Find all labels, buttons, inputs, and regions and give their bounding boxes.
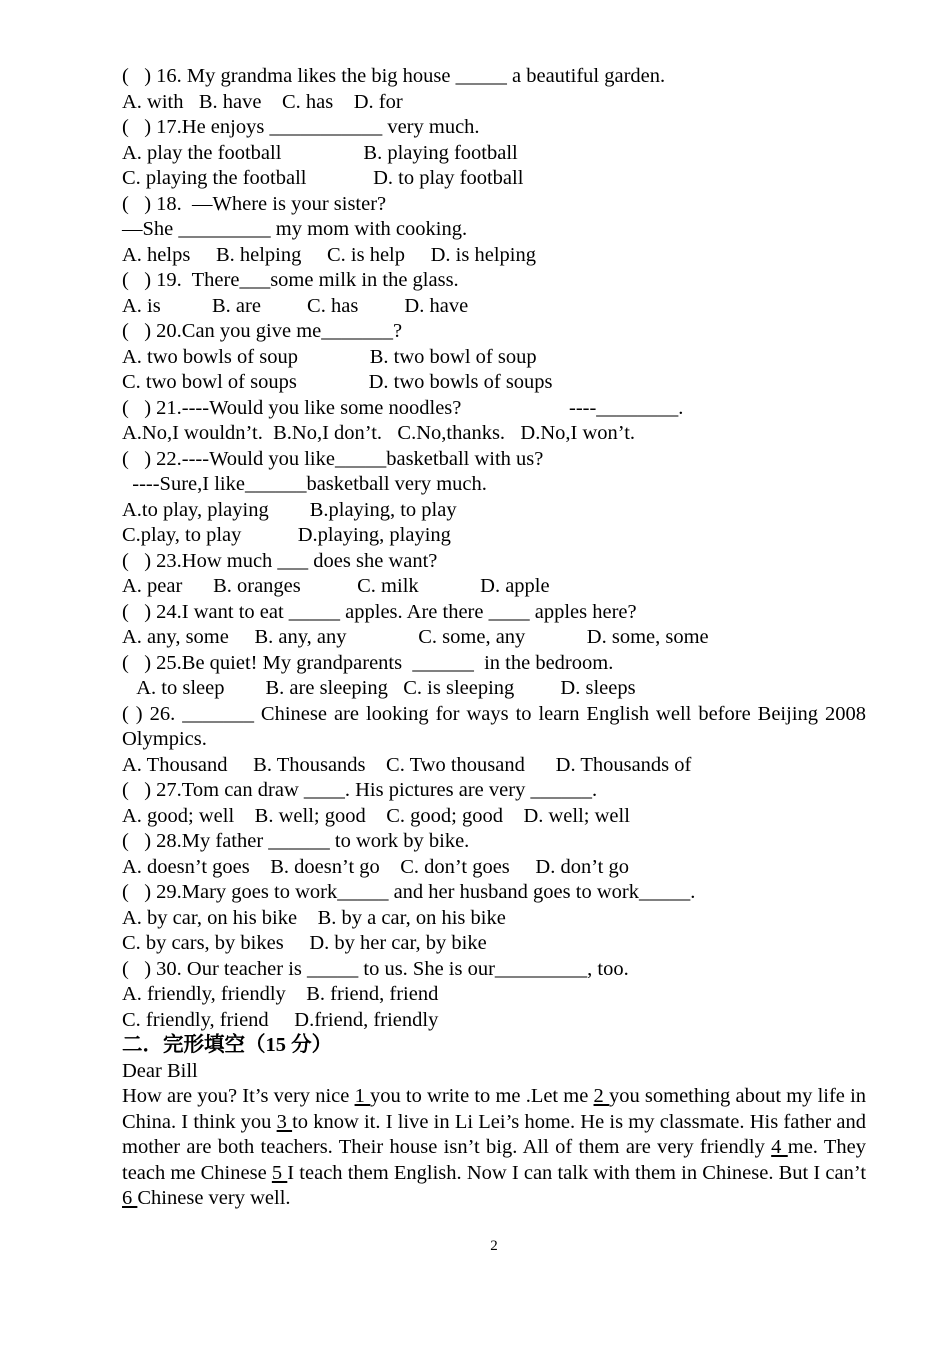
question-line: ( ) 23.How much ___ does she want? <box>122 549 438 572</box>
question-line: ( ) 25.Be quiet! My grandparents ______ in the bedroom. <box>122 651 614 674</box>
question-line: ----Sure,I like______basketball very much. <box>122 473 487 495</box>
question-line: ( ) 20.Can you give me_______? <box>122 320 403 342</box>
blank-3: 3 <box>276 1110 293 1133</box>
question-line: A. good; well B. well; good C. good; good D. well; well <box>122 804 630 827</box>
question-line: C.play, to play D.playing, playing <box>122 524 451 546</box>
question-line: A. any, some B. any, any C. some, any D. some, some <box>122 626 709 648</box>
question-line: ( ) 30. Our teacher is _____ to us. She is our_________, too. <box>122 957 629 980</box>
question-line: A. is B. are C. has D. have <box>122 294 469 317</box>
blank-2: 2 <box>593 1085 609 1107</box>
question-line: A.to play, playing B.playing, to play <box>122 498 457 521</box>
passage-text: to know it. I live in Li Lei’s home. He is my classmate. His father and mother are both teachers. Their house isn’t big. All of them are very friendly <box>122 1110 866 1158</box>
blank-5: 5 <box>271 1161 288 1184</box>
section-heading-cloze: 二．完形填空（15 分） <box>122 1034 333 1056</box>
blank-4: 4 <box>771 1136 788 1158</box>
question-line: ( ) 29.Mary goes to work_____ and her husband goes to work_____. <box>122 881 696 903</box>
question-line: C. by cars, by bikes D. by her car, by bike <box>122 932 487 954</box>
question-line: C. friendly, friend D.friend, friendly <box>122 1008 439 1031</box>
question-line: ( ) 17.He enjoys ___________ very much. <box>122 116 480 138</box>
passage-text: How are you? It’s very nice <box>122 1085 355 1107</box>
question-line: A. with B. have C. has D. for <box>122 90 403 113</box>
cloze-passage <box>122 1084 866 1212</box>
question-line: ( ) 28.My father ______ to work by bike. <box>122 830 470 852</box>
passage-text: me. They teach me Chinese <box>122 1136 867 1184</box>
passage-text: you to write to me .Let me <box>370 1085 594 1107</box>
question-line: C. playing the football D. to play football <box>122 167 524 189</box>
question-block-26-30 <box>122 753 866 1034</box>
question-line: —She _________ my mom with cooking. <box>122 218 468 240</box>
question-line: ( ) 19. There___some milk in the glass. <box>122 269 459 291</box>
passage-text: Chinese very well. <box>137 1187 291 1209</box>
page-number: 2 <box>490 1238 498 1254</box>
question-line: A. pear B. oranges C. milk D. apple <box>122 575 550 597</box>
question-line: ( ) 22.----Would you like_____basketball with us? <box>122 447 544 470</box>
question-line: A. two bowls of soup B. two bowl of soup <box>122 345 537 368</box>
passage-text: you something about my life in China. I think you <box>122 1085 867 1133</box>
question-line: A. doesn’t goes B. doesn’t go C. don’t goes D. don’t go <box>122 855 629 878</box>
blank-6: 6 <box>122 1187 138 1209</box>
question-line: ( ) 21.----Would you like some noodles? ----________. <box>122 396 684 419</box>
question-line: A. friendly, friendly B. friend, friend <box>122 983 439 1005</box>
question-line: A.No,I wouldn’t. B.No,I don’t. C.No,thanks. D.No,I won’t. <box>122 422 636 444</box>
question-line: ( ) 27.Tom can draw ____. His pictures are very ______. <box>122 779 598 801</box>
question-line: ( ) 16. My grandma likes the big house _____ a beautiful garden. <box>122 65 666 87</box>
letter-greeting: Dear Bill <box>122 1059 198 1082</box>
question-line: ( ) 24.I want to eat _____ apples. Are there ____ apples here? <box>122 600 637 623</box>
blank-1: 1 <box>354 1085 370 1107</box>
question-line: A. by car, on his bike B. by a car, on his bike <box>122 906 506 929</box>
exam-page-content <box>122 64 866 1212</box>
question-line: A. helps B. helping C. is help D. is helping <box>122 243 536 266</box>
question-line: A. to sleep B. are sleeping C. is sleeping D. sleeps <box>122 677 636 699</box>
question-block-16-25 <box>122 64 866 702</box>
passage-text: I teach them English. Now I can talk with them in Chinese. But I can’t <box>287 1161 867 1184</box>
question-26: ( ) 26. _______ Chinese are looking for ways to learn English well before Beijing 2008 Olympics. <box>122 702 866 750</box>
question-line: A. play the football B. playing football <box>122 141 518 164</box>
question-line: C. two bowl of soups D. two bowls of soups <box>122 371 553 393</box>
question-line: ( ) 18. —Where is your sister? <box>122 192 387 215</box>
question-line: A. Thousand B. Thousands C. Two thousand D. Thousands of <box>122 753 692 776</box>
